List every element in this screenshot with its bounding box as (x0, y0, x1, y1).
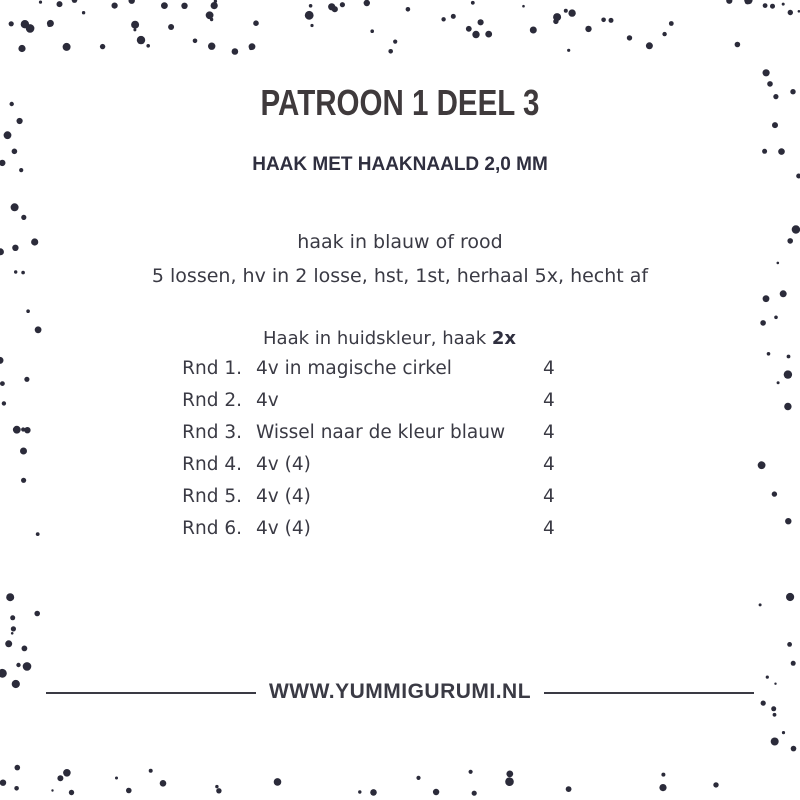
round-label: Rnd 5. (182, 486, 242, 507)
page-title: PATROON 1 DEEL 3 (260, 82, 540, 123)
round-stitch-count: 4 (543, 422, 555, 443)
confetti-dot (601, 18, 606, 23)
confetti-dot (146, 44, 150, 48)
confetti-dot (564, 9, 568, 13)
confetti-dot (26, 309, 30, 313)
confetti-dot (772, 122, 778, 128)
confetti-dot (129, 0, 135, 4)
confetti-dot (782, 731, 785, 734)
confetti-dot (39, 0, 42, 3)
confetti-dot (11, 632, 14, 635)
confetti-dot (790, 89, 795, 94)
confetti-dot (206, 11, 214, 19)
confetti-dot (782, 3, 785, 6)
confetti-dot (506, 771, 513, 778)
round-label: Rnd 3. (182, 422, 242, 443)
section-heading (263, 328, 516, 349)
confetti-dot (788, 10, 793, 15)
confetti-dot (100, 44, 105, 49)
confetti-dot (791, 746, 797, 752)
confetti-dot (57, 1, 63, 7)
confetti-dot (63, 769, 71, 777)
confetti-dot (472, 31, 479, 38)
confetti-dot (22, 646, 28, 652)
confetti-dot (358, 790, 361, 793)
confetti-dot (530, 27, 537, 34)
confetti-dot (759, 603, 762, 606)
confetti-dot (160, 780, 167, 787)
section-heading-repeat: 2x (491, 328, 516, 349)
round-stitch-count: 4 (543, 486, 555, 507)
confetti-dot (609, 18, 614, 23)
round-stitch-count: 4 (543, 390, 555, 411)
confetti-dot (472, 791, 477, 796)
confetti-dot (16, 663, 20, 667)
confetti-dot (161, 2, 168, 9)
round-instruction: 4v (4) (256, 454, 311, 475)
confetti-dot (735, 42, 741, 48)
website-link[interactable]: WWW.YUMMIGURUMI.NL (268, 680, 532, 703)
confetti-dot (34, 611, 40, 617)
round-stitch-count: 4 (543, 358, 555, 379)
round-instruction: 4v in magische cirkel (256, 358, 452, 379)
confetti-dot (9, 21, 14, 26)
confetti-dot (340, 2, 345, 7)
confetti-dot (393, 40, 397, 44)
confetti-dot (305, 11, 314, 20)
intro-line-1: haak in blauw of rood (297, 231, 503, 253)
round-row (0, 518, 800, 550)
confetti-dot (21, 215, 26, 220)
confetti-dot (773, 94, 778, 99)
confetti-dot (773, 713, 777, 717)
confetti-dot (777, 262, 780, 265)
confetti-dot (763, 69, 770, 76)
round-row (0, 454, 800, 486)
confetti-dot (627, 35, 632, 40)
confetti-dot (253, 20, 259, 26)
confetti-dot (441, 17, 445, 21)
confetti-dot (51, 789, 53, 791)
footer-divider-right (544, 692, 754, 694)
hook-size-subtitle: HAAK MET HAAKNAALD 2,0 MM (252, 154, 548, 175)
confetti-dot (5, 640, 12, 647)
confetti-dot (471, 1, 475, 5)
round-row (0, 422, 800, 454)
confetti-dot (478, 19, 484, 25)
round-row (0, 486, 800, 518)
confetti-dot (11, 626, 16, 631)
confetti-dot (211, 2, 218, 9)
confetti-dot (249, 43, 256, 50)
confetti-dot (763, 295, 770, 302)
confetti-dot (566, 786, 572, 792)
confetti-dot (786, 593, 794, 601)
confetti-dot (274, 778, 282, 786)
confetti-dot (82, 11, 85, 14)
confetti-dot (57, 775, 63, 781)
confetti-dot (47, 20, 54, 27)
confetti-dot (69, 790, 74, 795)
confetti-dot (0, 669, 7, 678)
confetti-dot (669, 21, 674, 26)
confetti-dot (181, 3, 187, 9)
confetti-dot (10, 615, 15, 620)
round-label: Rnd 6. (182, 518, 242, 539)
confetti-dot (787, 642, 792, 647)
confetti-dot (370, 789, 377, 796)
confetti-dot (168, 24, 174, 30)
round-stitch-count: 4 (543, 518, 555, 539)
confetti-dot (433, 789, 439, 795)
confetti-dot (713, 782, 718, 787)
confetti-dot (216, 788, 221, 793)
confetti-dot (193, 39, 198, 44)
confetti-dot (17, 118, 23, 124)
confetti-dot (763, 3, 768, 8)
confetti-dot (133, 28, 136, 31)
round-label: Rnd 4. (182, 454, 242, 475)
confetti-dot (774, 316, 778, 320)
confetti-dot (309, 4, 313, 8)
confetti-dot (780, 290, 787, 297)
confetti-dot (149, 769, 153, 773)
confetti-dot (661, 773, 665, 777)
confetti-dot (215, 785, 218, 788)
confetti-dot (14, 786, 19, 791)
confetti-dot (771, 738, 779, 746)
round-instruction: 4v (256, 390, 279, 411)
round-row (0, 358, 800, 390)
confetti-dot (126, 788, 132, 794)
confetti-dot (767, 81, 773, 87)
confetti-dot (0, 780, 6, 786)
confetti-dot (760, 320, 766, 326)
confetti-dot (771, 706, 776, 711)
round-stitch-count: 4 (543, 454, 555, 475)
confetti-dot (662, 32, 666, 36)
confetti-dot (4, 131, 12, 139)
confetti-dot (137, 36, 145, 44)
confetti-dot (11, 203, 19, 211)
confetti-dot (466, 26, 472, 32)
confetti-dot (370, 29, 374, 33)
confetti-dot (766, 676, 769, 679)
confetti-dot (726, 0, 732, 4)
round-label: Rnd 2. (182, 390, 242, 411)
confetti-dot (485, 31, 492, 38)
confetti-dot (416, 776, 420, 780)
confetti-dot (112, 3, 118, 9)
confetti-dot (567, 49, 570, 52)
round-label: Rnd 1. (182, 358, 242, 379)
confetti-dot (659, 784, 666, 791)
confetti-dot (72, 0, 78, 3)
intro-line-2: 5 lossen, hv in 2 losse, hst, 1st, herhaal 5x, hecht af (151, 265, 649, 287)
confetti-dot (6, 593, 14, 601)
round-instruction: 4v (4) (256, 518, 311, 539)
round-instruction: Wissel naar de kleur blauw (256, 422, 506, 443)
confetti-dot (522, 5, 525, 8)
confetti-dot (469, 770, 473, 774)
confetti-dot (770, 4, 775, 9)
confetti-dot (208, 43, 215, 50)
confetti-dot (388, 49, 393, 54)
confetti-dot (332, 6, 338, 12)
confetti-dot (791, 661, 796, 666)
confetti-dot (26, 24, 35, 33)
confetti-dot (568, 9, 575, 16)
confetti-dot (585, 26, 591, 32)
confetti-dot (744, 0, 752, 4)
confetti-dot (10, 102, 14, 106)
section-heading-text: Haak in huidskleur, haak (263, 328, 492, 349)
confetti-dot (18, 45, 25, 52)
confetti-dot (232, 48, 239, 55)
confetti-dot (505, 777, 514, 786)
confetti-dot (35, 326, 42, 333)
confetti-dot (364, 0, 370, 6)
confetti-dot (767, 352, 771, 356)
confetti-dot (14, 765, 20, 771)
confetti-dot (451, 14, 456, 19)
confetti-dot (23, 662, 32, 671)
round-row (0, 390, 800, 422)
round-instruction: 4v (4) (256, 486, 311, 507)
confetti-dot (131, 21, 139, 29)
confetti-dot (646, 42, 653, 49)
confetti-dot (310, 24, 313, 27)
confetti-dot (406, 7, 411, 12)
confetti-dot (63, 43, 71, 51)
confetti-dot (115, 777, 118, 780)
confetti-dot (553, 19, 558, 24)
